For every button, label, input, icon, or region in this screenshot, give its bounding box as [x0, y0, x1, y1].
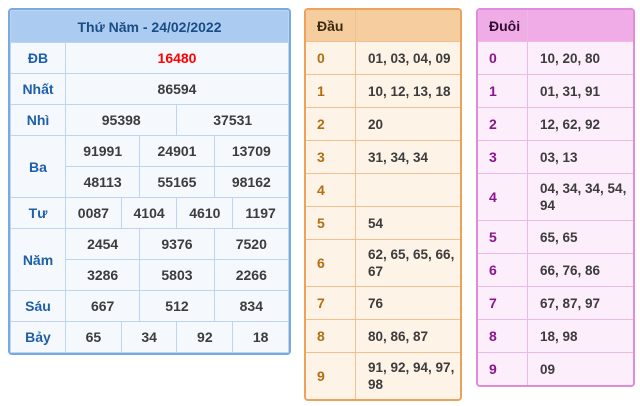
head-numbers: 20	[368, 116, 384, 132]
dau-panel	[304, 8, 462, 401]
prize-value: 5803	[140, 260, 214, 291]
dau-row-1	[306, 74, 460, 107]
duoi-row-3	[478, 140, 633, 173]
prize-value: 18	[233, 322, 289, 353]
dau-row-6	[306, 239, 460, 286]
head-numbers: 80, 86, 87	[368, 328, 429, 344]
head-numbers	[356, 174, 460, 206]
table-row-ba-1	[11, 136, 289, 167]
duoi-row-4	[478, 173, 633, 220]
head-digit: 6	[306, 240, 356, 286]
prize-label-bay: Bảy	[11, 322, 66, 353]
prize-value: 4104	[121, 198, 177, 229]
prize-value: 98162	[214, 167, 288, 198]
prize-value: 1197	[233, 198, 289, 229]
duoi-row-8	[478, 319, 633, 352]
prize-value: 65	[66, 322, 122, 353]
head-numbers: 62, 65, 65, 66, 67	[368, 247, 455, 279]
prize-label-nhat: Nhất	[11, 74, 66, 105]
prize-label-ba: Ba	[11, 136, 66, 198]
head-digit: 7	[306, 287, 356, 319]
head-digit: 4	[306, 174, 356, 206]
duoi-row-0	[478, 41, 633, 74]
special-prize-value: 16480	[66, 43, 289, 74]
prize-label-db: ĐB	[11, 43, 66, 74]
dau-row-0	[306, 41, 460, 74]
duoi-row-6	[478, 253, 633, 286]
prize-value: 37531	[177, 105, 289, 136]
head-digit: 1	[306, 75, 356, 107]
date-header: Thứ Năm - 24/02/2022	[11, 11, 289, 43]
duoi-row-9	[478, 352, 633, 385]
duoi-panel	[476, 8, 635, 387]
prize-value: 3286	[66, 260, 140, 291]
head-digit: 2	[306, 108, 356, 140]
table-row-nhi	[11, 105, 289, 136]
tail-numbers: 67, 87, 97	[540, 295, 601, 311]
tail-numbers: 09	[540, 361, 556, 377]
prize-value: 667	[66, 291, 140, 322]
prize-table	[10, 10, 289, 353]
tail-numbers: 01, 31, 91	[540, 83, 601, 99]
prize-value: 834	[214, 291, 288, 322]
tail-numbers: 65, 65	[540, 229, 578, 245]
prize-value: 55165	[140, 167, 214, 198]
tail-numbers: 66, 76, 86	[540, 262, 601, 278]
head-digit: 3	[306, 141, 356, 173]
table-row-db	[11, 43, 289, 74]
prize-value: 4610	[177, 198, 233, 229]
tail-digit: 8	[478, 320, 528, 352]
prize-value: 512	[140, 291, 214, 322]
prize-value: 92	[177, 322, 233, 353]
table-row-bay	[11, 322, 289, 353]
tail-numbers: 18, 98	[540, 328, 578, 344]
tail-digit: 9	[478, 353, 528, 385]
table-row-header	[11, 11, 289, 43]
duoi-row-7	[478, 286, 633, 319]
head-digit: 8	[306, 320, 356, 352]
dau-row-8	[306, 319, 460, 352]
tail-numbers: 10, 20, 80	[540, 50, 601, 66]
prize-value: 34	[121, 322, 177, 353]
prize-label-tu: Tư	[11, 198, 66, 229]
tail-numbers: 03, 13	[540, 149, 578, 165]
head-numbers: 10, 12, 13, 18	[368, 83, 451, 99]
dau-row-5	[306, 206, 460, 239]
prize-value: 7520	[214, 229, 288, 260]
prize-label-sau: Sáu	[11, 291, 66, 322]
head-numbers: 76	[368, 295, 384, 311]
head-digit: 5	[306, 207, 356, 239]
tail-numbers: 04, 34, 34, 54, 94	[540, 181, 627, 213]
dau-header-empty	[356, 10, 460, 41]
duoi-header-row	[478, 10, 633, 41]
tail-digit: 3	[478, 141, 528, 173]
prize-results-panel	[8, 8, 291, 355]
prize-value: 86594	[66, 74, 289, 105]
prize-value: 0087	[66, 198, 122, 229]
tail-digit: 1	[478, 75, 528, 107]
head-numbers: 54	[368, 215, 384, 231]
head-digit: 9	[306, 353, 356, 399]
duoi-header-empty	[528, 10, 633, 41]
tail-digit: 6	[478, 254, 528, 286]
duoi-row-2	[478, 107, 633, 140]
duoi-row-5	[478, 220, 633, 253]
dau-header-row	[306, 10, 460, 41]
prize-value: 9376	[140, 229, 214, 260]
tail-numbers: 12, 62, 92	[540, 116, 601, 132]
prize-value: 2454	[66, 229, 140, 260]
dau-header-label: Đầu	[306, 10, 356, 41]
duoi-header-label: Đuôi	[478, 10, 528, 41]
table-row-sau	[11, 291, 289, 322]
prize-value: 48113	[66, 167, 140, 198]
tail-digit: 7	[478, 287, 528, 319]
dau-row-9	[306, 352, 460, 399]
duoi-row-1	[478, 74, 633, 107]
tail-digit: 0	[478, 42, 528, 74]
prize-label-nhi: Nhì	[11, 105, 66, 136]
tail-digit: 4	[478, 174, 528, 220]
table-row-tu	[11, 198, 289, 229]
prize-value: 95398	[66, 105, 177, 136]
prize-value: 13709	[214, 136, 288, 167]
table-row-nam-1	[11, 229, 289, 260]
head-numbers: 31, 34, 34	[368, 149, 429, 165]
head-numbers: 01, 03, 04, 09	[368, 50, 451, 66]
head-numbers: 91, 92, 94, 97, 98	[368, 360, 455, 392]
tail-digit: 2	[478, 108, 528, 140]
prize-value: 24901	[140, 136, 214, 167]
table-row-nhat	[11, 74, 289, 105]
dau-row-7	[306, 286, 460, 319]
prize-value: 2266	[214, 260, 288, 291]
tail-digit: 5	[478, 221, 528, 253]
head-digit: 0	[306, 42, 356, 74]
dau-row-4	[306, 173, 460, 206]
dau-row-3	[306, 140, 460, 173]
prize-label-nam: Năm	[11, 229, 66, 291]
prize-value: 91991	[66, 136, 140, 167]
dau-row-2	[306, 107, 460, 140]
